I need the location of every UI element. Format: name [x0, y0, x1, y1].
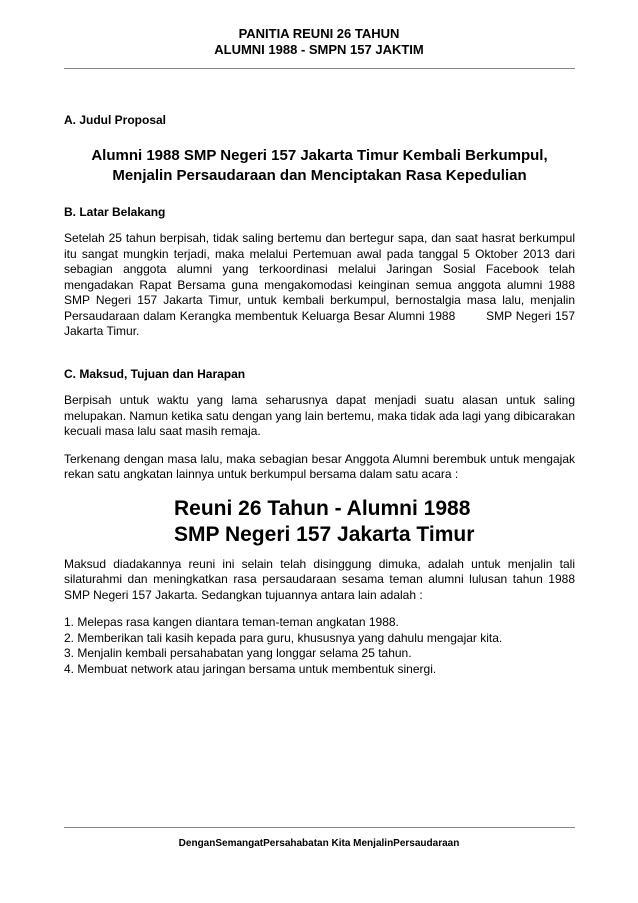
header-divider: [64, 68, 575, 69]
footer-divider: [64, 827, 575, 828]
event-title-line-1: Reuni 26 Tahun - Alumni 1988: [174, 496, 471, 520]
background-paragraph: Setelah 25 tahun berpisah, tidak saling bertemu dan bertegur sapa, dan saat hasrat berkumpul itu sangat mungkin terjadi, maka melalui Pertemuan awal pada tanggal 5 Oktober 2013 dari sebagian anggota alumni yang terkoordinasi melalui Jaringan Sosial Facebook telah mengadakan Rapat Bersama guna mengakomodasi keinginan semua anggota alumni 1988 SMP Negeri 157 Jakarta Timur, untuk kembali berkumpul, bernostalgia masa lalu, menjalin Persaudaraan dalam Kerangka membentuk Keluarga Besar Alumni 1988 SMP Negeri 157 Jakarta Timur.: [64, 231, 579, 338]
proposal-title-line-2: Menjalin Persaudaraan dan Menciptakan Rasa Kepedulian: [112, 166, 527, 184]
purpose-paragraph-1: Berpisah untuk waktu yang lama seharusnya dapat menjadi suatu alasan untuk saling melupakan. Namun ketika satu dengan yang lain bertemu, maka tidak ada lagi yang dibicarakan kecuali masa lalu saat masih remaja.: [64, 393, 575, 438]
page-header: [0, 26, 638, 58]
goals-list: [64, 615, 575, 677]
event-title: [174, 496, 575, 548]
section-c-heading: C. Maksud, Tujuan dan Harapan: [64, 366, 246, 381]
proposal-title-line-1: Alumni 1988 SMP Negeri 157 Jakarta Timur Kembali Berkumpul,: [91, 146, 548, 164]
section-b-heading: B. Latar Belakang: [64, 204, 166, 219]
section-a-heading: A. Judul Proposal: [64, 113, 167, 127]
header-line-2: ALUMNI 1988 - SMPN 157 JAKTIM: [214, 42, 424, 57]
goal-item: 4. Membuat network atau jaringan bersama untuk membentuk sinergi.: [64, 661, 437, 676]
event-title-line-2: SMP Negeri 157 Jakarta Timur: [174, 522, 475, 546]
header-line-1: PANITIA REUNI 26 TAHUN: [238, 26, 400, 41]
purpose-paragraph-2: Terkenang dengan masa lalu, maka sebagian besar Anggota Alumni berembuk untuk mengajak rekan satu angkatan lainnya untuk berkumpul bersama dalam satu acara :: [64, 451, 575, 481]
goal-item: 3. Menjalin kembali persahabatan yang longgar selama 25 tahun.: [64, 646, 412, 660]
document-body: [64, 113, 579, 677]
purpose-paragraph-3: Maksud diadakannya reuni ini selain telah disinggung dimuka, adalah untuk menjalin tali silaturahmi dan meningkatkan rasa persaudaraan sesama teman alumni lulusan tahun 1988 SMP Negeri 157 Jakarta. Sedangkan tujuannya antara lain adalah :: [64, 556, 575, 602]
goal-item: 2. Memberikan tali kasih kepada para guru, khususnya yang dahulu mengajar kita.: [64, 630, 503, 645]
page-footer: DenganSemangatPersahabatan Kita MenjalinPersaudaraan: [178, 838, 460, 849]
proposal-title: [64, 146, 575, 186]
goal-item: 1. Melepas rasa kangen diantara teman-teman angkatan 1988.: [64, 615, 399, 629]
